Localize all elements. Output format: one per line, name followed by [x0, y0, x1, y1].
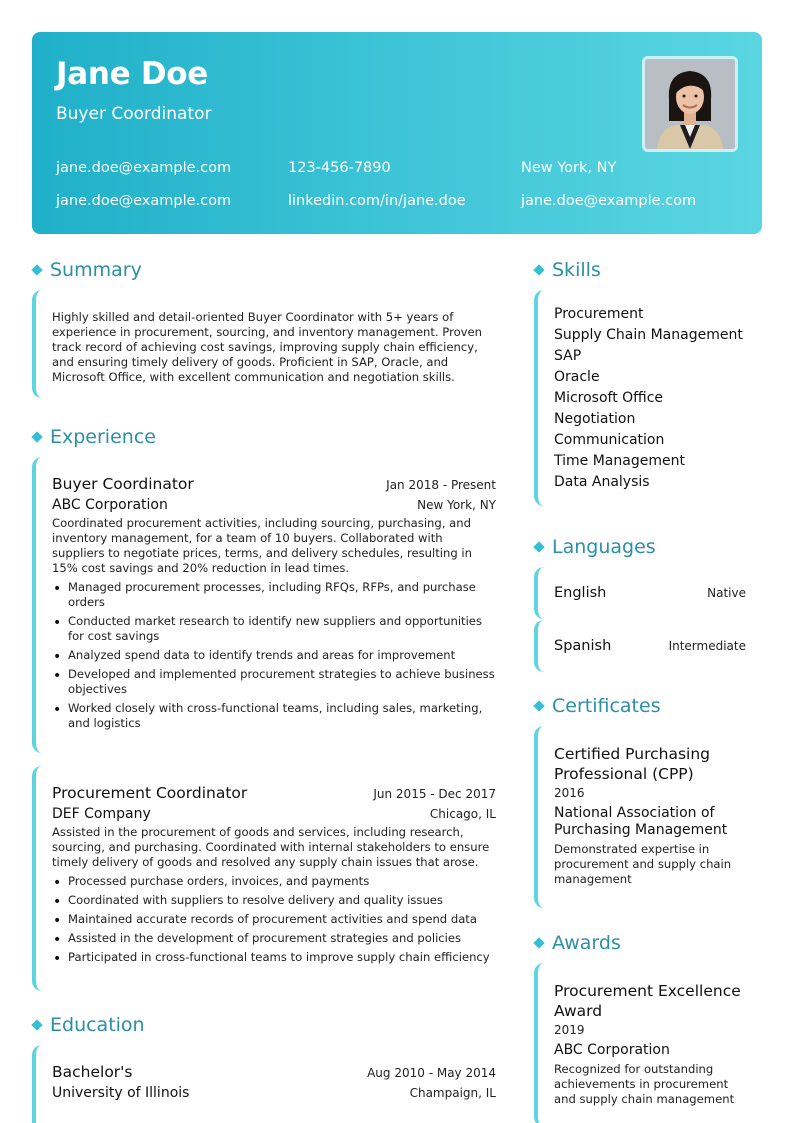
skill-item: Time Management [554, 453, 685, 469]
job-bullet: • Assisted in the development of procurement strategies and policies [52, 931, 496, 946]
diamond-icon [31, 264, 42, 275]
award-entry [534, 963, 762, 1123]
language-level: Native [707, 586, 746, 600]
skills-heading [534, 258, 762, 282]
education-location: Champaign, IL [409, 1086, 496, 1100]
skill-item: SAP [554, 348, 582, 364]
contact-location: New York, NY [521, 160, 617, 176]
language-entry [534, 567, 762, 619]
skill-item: Data Analysis [554, 474, 650, 490]
language-level: Intermediate [668, 639, 746, 653]
education-school: University of Illinois [52, 1085, 190, 1101]
skill-item: Procurement [554, 306, 644, 322]
job-bullet: • Developed and implemented procurement strategies to achieve business objectives [52, 667, 496, 697]
experience-heading-text: Experience [50, 426, 156, 448]
diamond-icon [533, 700, 544, 711]
certificates-heading-text: Certificates [552, 695, 661, 717]
certificate-title: Certified Purchasing Professional (CPP) [554, 745, 710, 783]
job-title: Procurement Coordinator [52, 784, 248, 802]
job-bullets [52, 874, 496, 965]
languages-heading [534, 535, 762, 559]
award-year: 2019 [554, 1023, 585, 1037]
skill-item: Communication [554, 432, 665, 448]
award-title: Procurement Excellence Award [554, 982, 741, 1020]
contact-phone[interactable]: 123-456-7890 [288, 160, 391, 176]
resume-header [32, 32, 762, 234]
language-name: English [554, 585, 607, 601]
candidate-title: Buyer Coordinator [56, 104, 212, 124]
job-entry [32, 457, 496, 753]
job-bullet: • Conducted market research to identify new suppliers and opportunities for cost savings [52, 614, 496, 644]
diamond-icon [31, 1019, 42, 1030]
profile-photo [642, 56, 738, 152]
award-description: Recognized for outstanding achievements in procurement and supply chain management [554, 1062, 735, 1106]
job-dates: Jan 2018 - Present [386, 478, 496, 492]
certificate-year: 2016 [554, 786, 585, 800]
job-location: New York, NY [417, 498, 496, 512]
profile-photo-image [645, 59, 735, 149]
job-bullets [52, 580, 496, 731]
job-location: Chicago, IL [429, 807, 496, 821]
award-issuer: ABC Corporation [554, 1042, 670, 1058]
job-description: Assisted in the procurement of goods and services, including research, sourcing, and purchasing. Coordinated with internal stakeholders to ensure timely delivery of goods and resolved any supply chain issues that arose. [52, 825, 490, 869]
certificate-description: Demonstrated expertise in procurement and supply chain management [554, 842, 732, 886]
job-entry [32, 766, 496, 991]
diamond-icon [533, 937, 544, 948]
job-bullet: • Processed purchase orders, invoices, and payments [52, 874, 496, 889]
job-bullet: • Participated in cross-functional teams to improve supply chain efficiency [52, 950, 496, 965]
contact-linkedin[interactable]: linkedin.com/in/jane.doe [288, 193, 466, 209]
contact-email-tertiary[interactable]: jane.doe@example.com [521, 193, 697, 209]
job-dates: Jun 2015 - Dec 2017 [373, 787, 496, 801]
awards-heading-text: Awards [552, 932, 621, 954]
certificates-heading [534, 694, 762, 718]
job-company: DEF Company [52, 806, 151, 822]
job-bullet: • Worked closely with cross-functional teams, including sales, marketing, and logistics [52, 701, 496, 731]
job-title: Buyer Coordinator [52, 475, 194, 493]
diamond-icon [31, 431, 42, 442]
contact-email[interactable]: jane.doe@example.com [56, 160, 232, 176]
diamond-icon [533, 541, 544, 552]
certificate-issuer: National Association of Purchasing Management [554, 805, 728, 838]
job-bullet: • Maintained accurate records of procurement activities and spend data [52, 912, 496, 927]
diamond-icon [533, 264, 544, 275]
skills-block [534, 290, 762, 506]
education-heading [32, 1013, 496, 1037]
job-description: Coordinated procurement activities, including sourcing, purchasing, and inventory management, for a team of 10 buyers. Collaborated with suppliers to negotiate prices, terms, and delivery schedules, resulting in 15% cost savings and 20% reduction in lead times. [52, 516, 472, 575]
language-name: Spanish [554, 638, 612, 654]
summary-text: Highly skilled and detail-oriented Buyer Coordinator with 5+ years of experience in procurement, sourcing, and inventory management. Proven track record of achieving cost savings, improving supply chain efficiency, and ensuring timely delivery of goods. Proficient in SAP, Oracle, and Microsoft Office, with excellent communication and negotiation skills. [52, 310, 483, 384]
summary-heading [32, 258, 496, 282]
contact-email-secondary[interactable]: jane.doe@example.com [56, 193, 232, 209]
left-column [32, 258, 496, 1123]
right-column [534, 258, 762, 1123]
job-bullet: • Managed procurement processes, including RFQs, RFPs, and purchase orders [52, 580, 496, 610]
skill-item: Microsoft Office [554, 390, 664, 406]
language-entry [534, 620, 762, 672]
awards-heading [534, 931, 762, 955]
certificate-entry [534, 726, 762, 908]
skill-item: Negotiation [554, 411, 636, 427]
skill-item: Supply Chain Management [554, 327, 743, 343]
candidate-name: Jane Doe [56, 56, 208, 92]
summary-heading-text: Summary [50, 259, 142, 281]
experience-heading [32, 425, 496, 449]
job-company: ABC Corporation [52, 497, 168, 513]
education-entry [32, 1045, 496, 1123]
education-dates: Aug 2010 - May 2014 [367, 1066, 496, 1080]
skills-heading-text: Skills [552, 259, 601, 281]
job-bullet: • Analyzed spend data to identify trends and areas for improvement [52, 648, 496, 663]
education-heading-text: Education [50, 1014, 145, 1036]
job-bullet: • Coordinated with suppliers to resolve delivery and quality issues [52, 893, 496, 908]
education-degree: Bachelor's [52, 1063, 133, 1081]
summary-block [32, 290, 496, 398]
skill-item: Oracle [554, 369, 600, 385]
languages-heading-text: Languages [552, 536, 656, 558]
